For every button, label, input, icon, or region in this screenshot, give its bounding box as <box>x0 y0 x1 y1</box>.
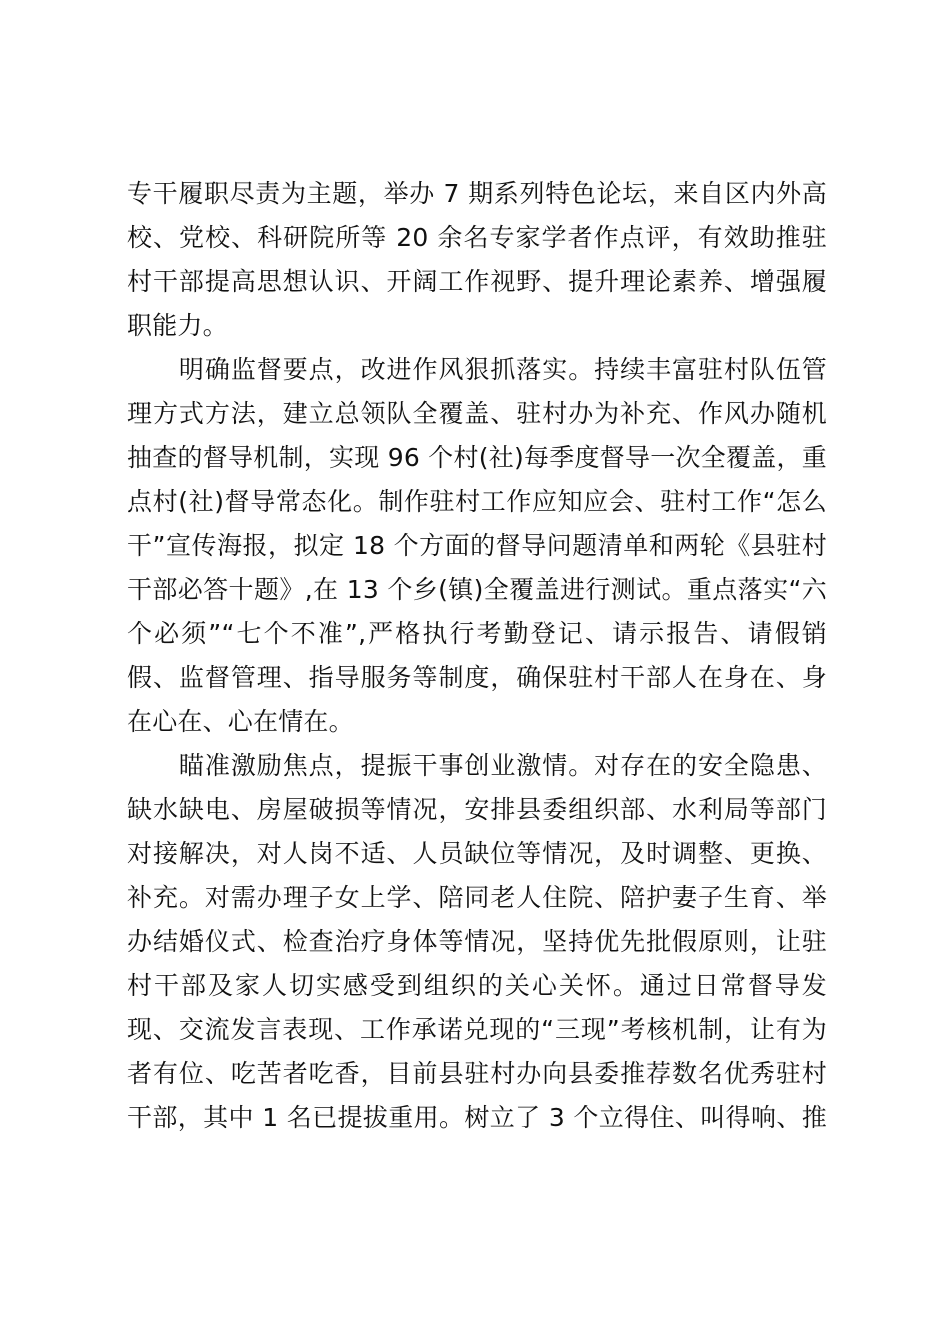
text-line: 明确监督要点，改进作风狠抓落实。持续丰富驻村队伍管 <box>127 355 827 384</box>
text-line: 抽查的督导机制，实现 96 个村(社)每季度督导一次全覆盖，重 <box>127 443 827 472</box>
text-line: 村干部及家人切实感受到组织的关心关怀。通过日常督导发 <box>127 971 827 1000</box>
text-line: 在心在、心在情在。 <box>127 707 354 736</box>
text-line: 现、交流发言表现、工作承诺兑现的“三现”考核机制，让有为 <box>127 1015 827 1044</box>
document-body <box>127 172 827 1140</box>
text-line: 瞄准激励焦点，提振干事创业激情。对存在的安全隐患、 <box>127 751 827 780</box>
text-line: 干部，其中 1 名已提拔重用。树立了 3 个立得住、叫得响、推 <box>127 1103 827 1132</box>
text-line: 补充。对需办理子女上学、陪同老人住院、陪护妻子生育、举 <box>127 883 827 912</box>
text-line: 对接解决，对人岗不适、人员缺位等情况，及时调整、更换、 <box>127 839 827 868</box>
text-line: 办结婚仪式、检查治疗身体等情况，坚持优先批假原则，让驻 <box>127 927 827 956</box>
text-line: 理方式方法，建立总领队全覆盖、驻村办为补充、作风办随机 <box>127 399 827 428</box>
text-line: 职能力。 <box>127 311 228 340</box>
text-line: 校、党校、科研院所等 20 余名专家学者作点评，有效助推驻 <box>127 223 827 252</box>
text-line: 个必须”“七个不准”,严格执行考勤登记、请示报告、请假销 <box>127 619 827 648</box>
text-line: 专干履职尽责为主题，举办 7 期系列特色论坛，来自区内外高 <box>127 179 827 208</box>
text-line: 干部必答十题》,在 13 个乡(镇)全覆盖进行测试。重点落实“六 <box>127 575 827 604</box>
paragraph <box>127 348 827 744</box>
text-line: 者有位、吃苦者吃香，目前县驻村办向县委推荐数名优秀驻村 <box>127 1059 827 1088</box>
text-line: 缺水缺电、房屋破损等情况，安排县委组织部、水利局等部门 <box>127 795 827 824</box>
text-line: 假、监督管理、指导服务等制度，确保驻村干部人在身在、身 <box>127 663 827 692</box>
text-line: 干”宣传海报，拟定 18 个方面的督导问题清单和两轮《县驻村 <box>127 531 827 560</box>
text-line: 点村(社)督导常态化。制作驻村工作应知应会、驻村工作“怎么 <box>127 487 827 516</box>
paragraph <box>127 172 827 348</box>
text-line: 村干部提高思想认识、开阔工作视野、提升理论素养、增强履 <box>127 267 827 296</box>
paragraph <box>127 744 827 1140</box>
